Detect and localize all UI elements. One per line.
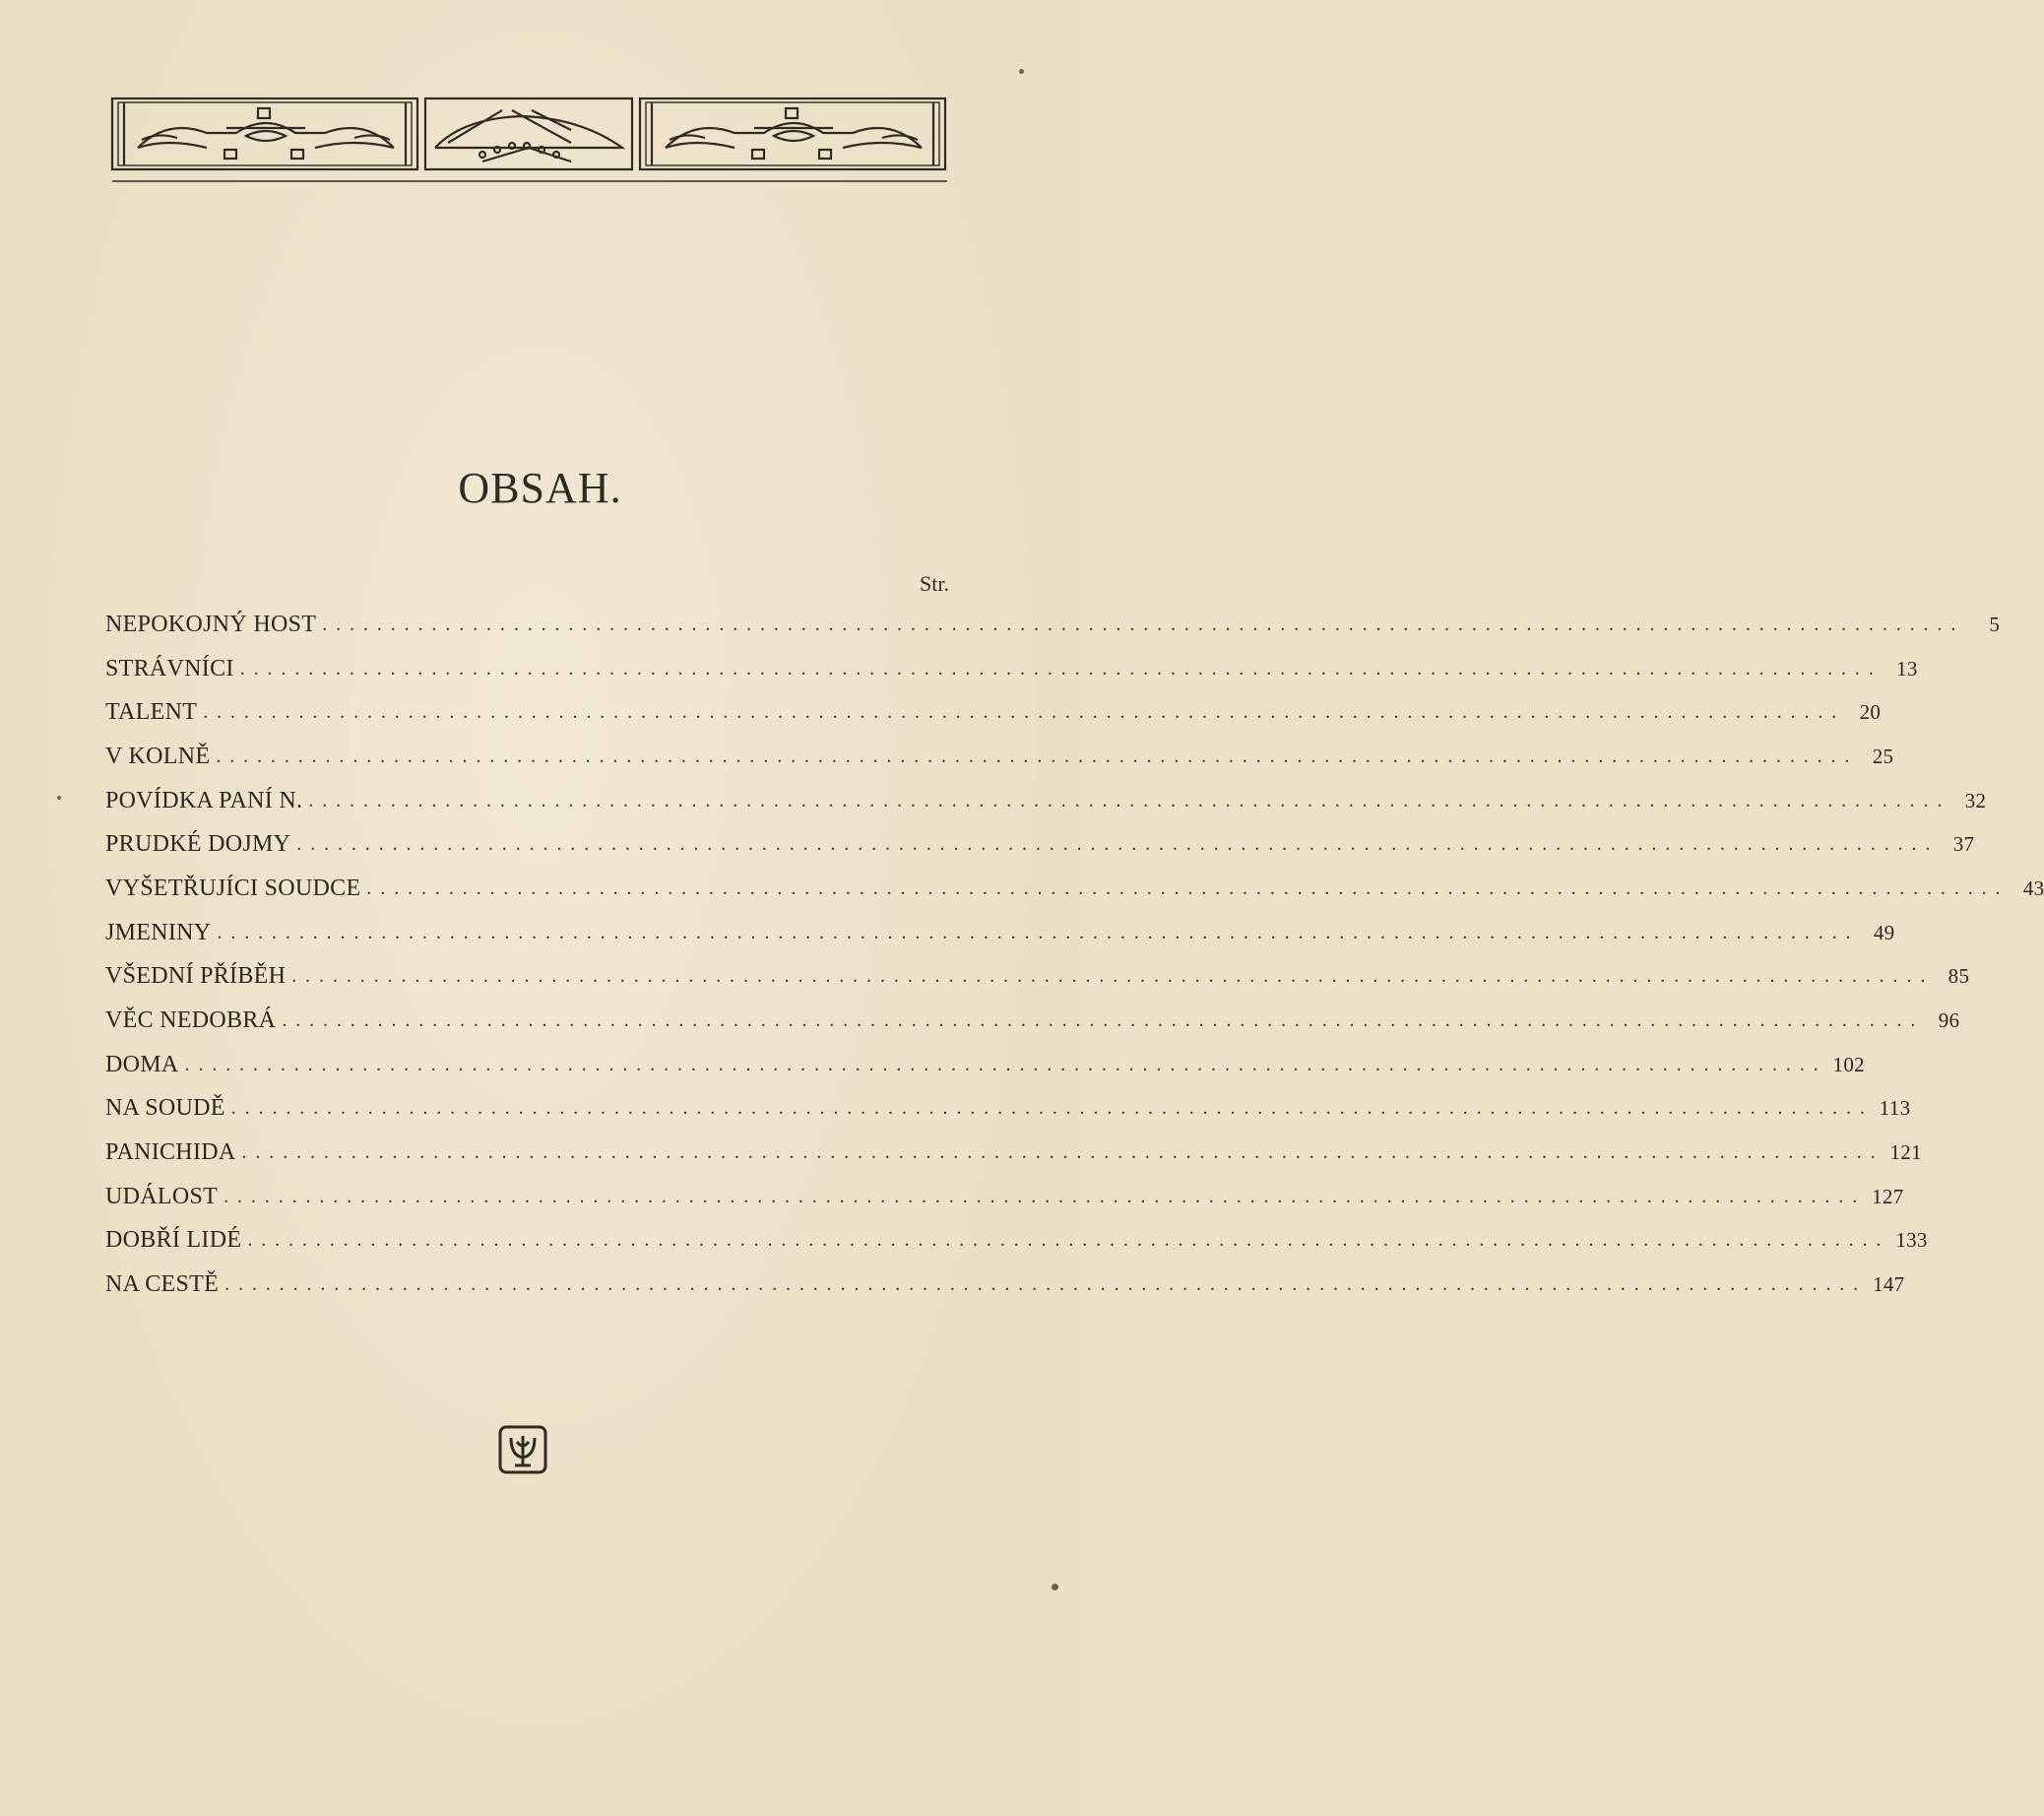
toc-entry-page: 127 — [1872, 1184, 1904, 1208]
toc-entry-page: 121 — [1889, 1140, 1922, 1165]
toc-entry-title: V KOLNĚ — [105, 743, 211, 769]
toc-entry[interactable] — [105, 735, 1894, 779]
toc-entry-page: 43 — [2022, 876, 2044, 900]
toc-entry[interactable] — [105, 1087, 1911, 1132]
leader-dots: ........................................................................................................................ — [291, 965, 1935, 988]
toc-entry-title: VĚC NEDOBRÁ — [105, 1007, 277, 1034]
leader-dots: ........................................................................................................................ — [224, 1185, 1867, 1207]
leader-dots: ........................................................................................................................ — [308, 789, 1951, 811]
toc-entry-title: UDÁLOST — [105, 1183, 219, 1209]
toc-entry-title: VŠEDNÍ PŘÍBĚH — [105, 963, 287, 990]
toc-entry-title: NEPOKOJNÝ HOST — [105, 611, 317, 637]
paper-speck — [57, 796, 61, 800]
toc-entry-page: 147 — [1873, 1272, 1905, 1297]
toc-entry[interactable] — [105, 955, 1970, 1000]
toc-entry-page: 133 — [1895, 1228, 1928, 1253]
toc-entry[interactable] — [105, 999, 1960, 1043]
publisher-logo-icon — [497, 1424, 548, 1475]
toc-entry[interactable] — [105, 1131, 1922, 1175]
leader-dots: ........................................................................................................................ — [366, 876, 2010, 899]
toc-entry[interactable] — [105, 1175, 1904, 1219]
toc-entry-title: VYŠETŘUJÍCI SOUDCE — [105, 875, 361, 901]
toc-entry-page: 96 — [1938, 1008, 1960, 1033]
toc-entry-title: DOBŘÍ LIDÉ — [105, 1227, 242, 1254]
toc-entry-page: 13 — [1896, 656, 1918, 681]
toc-entry[interactable] — [105, 911, 1895, 955]
leader-dots: ........................................................................................................................ — [203, 701, 1846, 724]
paper-speck — [1019, 69, 1024, 74]
page-column-label: Str. — [920, 571, 949, 596]
toc-entry-page: 5 — [1989, 612, 2001, 636]
toc-entry-page: 37 — [1952, 832, 1975, 857]
toc-entry-page: 25 — [1872, 744, 1894, 768]
toc-entry[interactable] — [105, 1043, 1865, 1087]
toc-entry-page: 113 — [1879, 1096, 1911, 1121]
toc-entry-page: 20 — [1859, 700, 1882, 725]
toc-entry-page: 49 — [1873, 920, 1895, 944]
toc-entry[interactable] — [105, 1219, 1928, 1264]
leader-dots: ........................................................................................................................ — [184, 1053, 1827, 1075]
toc-entry-title: NA SOUDĚ — [105, 1095, 225, 1122]
toc-entry-title: TALENT — [105, 699, 198, 726]
leader-dots: ........................................................................................................................ — [230, 1097, 1874, 1120]
toc-entry[interactable] — [105, 603, 2001, 647]
leader-dots: ........................................................................................................................ — [322, 613, 1965, 635]
toc-entry-page: 32 — [1964, 788, 1987, 812]
leader-dots: ........................................................................................................................ — [217, 921, 1860, 943]
leader-dots: ........................................................................................................................ — [241, 1141, 1884, 1164]
toc-entry-title: NA CESTĚ — [105, 1271, 220, 1298]
table-of-contents — [105, 603, 2044, 1307]
leader-dots: ........................................................................................................................ — [282, 1009, 1925, 1032]
toc-entry-title: STRÁVNÍCI — [105, 655, 234, 681]
page-title: OBSAH. — [458, 464, 622, 512]
toc-entry[interactable] — [105, 647, 1918, 691]
toc-entry-title: PANICHIDA — [105, 1139, 236, 1166]
toc-entry[interactable] — [105, 822, 1975, 867]
toc-entry[interactable] — [105, 779, 1987, 823]
toc-entry-page: 102 — [1832, 1052, 1865, 1076]
toc-entry-page: 85 — [1948, 964, 1970, 989]
header-ornament-icon — [108, 89, 951, 187]
toc-entry[interactable] — [105, 867, 2044, 911]
toc-entry[interactable] — [105, 1263, 1905, 1307]
toc-entry-title: JMENINY — [105, 919, 212, 945]
toc-entry-title: DOMA — [105, 1051, 179, 1077]
leader-dots: ........................................................................................................................ — [296, 833, 1940, 856]
toc-entry-title: POVÍDKA PANÍ N. — [105, 787, 303, 813]
leader-dots: ........................................................................................................................ — [247, 1229, 1890, 1252]
leader-dots: ........................................................................................................................ — [224, 1273, 1868, 1296]
leader-dots: ........................................................................................................................ — [216, 745, 1859, 767]
paper-speck — [1052, 1584, 1058, 1590]
toc-entry-title: PRUDKÉ DOJMY — [105, 831, 291, 858]
toc-entry[interactable] — [105, 690, 1882, 735]
leader-dots: ........................................................................................................................ — [239, 657, 1883, 680]
